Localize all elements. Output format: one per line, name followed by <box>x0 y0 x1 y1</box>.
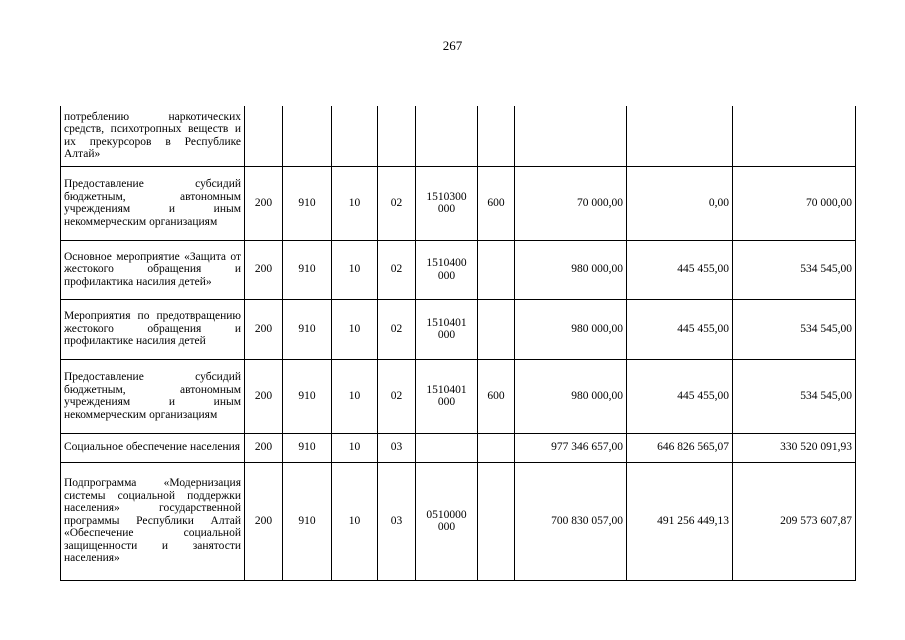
row-name: Социальное обеспечение населения <box>61 433 245 462</box>
row-subsection: 02 <box>378 166 416 240</box>
row-name: потреблению наркотических средств, психотропных веществ и их прекурсоров в Республике Алтай» <box>61 106 245 166</box>
row-code-1: 200 <box>245 462 283 580</box>
row-section: 10 <box>332 359 378 433</box>
row-amount-3: 534 545,00 <box>733 240 856 299</box>
row-amount-3: 209 573 607,87 <box>733 462 856 580</box>
row-subsection: 03 <box>378 433 416 462</box>
row-expense-type <box>478 106 515 166</box>
row-amount-2: 445 455,00 <box>627 359 733 433</box>
row-code-2: 910 <box>283 299 332 359</box>
row-section: 10 <box>332 299 378 359</box>
row-amount-1 <box>515 106 627 166</box>
row-name: Основное мероприятие «Защита от жестокого обращения и профилактика насилия детей» <box>61 240 245 299</box>
row-subsection <box>378 106 416 166</box>
row-expense-type <box>478 299 515 359</box>
row-code-1: 200 <box>245 299 283 359</box>
row-amount-2: 491 256 449,13 <box>627 462 733 580</box>
row-amount-2: 0,00 <box>627 166 733 240</box>
row-expense-type <box>478 433 515 462</box>
row-amount-3 <box>733 106 856 166</box>
row-expense-type: 600 <box>478 359 515 433</box>
table-row <box>61 106 856 166</box>
row-amount-3: 330 520 091,93 <box>733 433 856 462</box>
row-amount-3: 534 545,00 <box>733 359 856 433</box>
row-target-code: 1510400 000 <box>416 240 478 299</box>
row-subsection: 03 <box>378 462 416 580</box>
page-number: 267 <box>442 38 463 53</box>
row-target-code <box>416 106 478 166</box>
row-amount-1: 980 000,00 <box>515 359 627 433</box>
budget-table <box>60 106 856 581</box>
row-amount-3: 534 545,00 <box>733 299 856 359</box>
row-expense-type <box>478 462 515 580</box>
row-amount-1: 977 346 657,00 <box>515 433 627 462</box>
row-code-2: 910 <box>283 359 332 433</box>
table-body <box>61 106 856 580</box>
row-code-2 <box>283 106 332 166</box>
row-section <box>332 106 378 166</box>
row-amount-2: 445 455,00 <box>627 240 733 299</box>
row-code-1: 200 <box>245 433 283 462</box>
row-name: Предоставление субсидий бюджетным, автономным учреждениям и иным некоммерческим организациям <box>61 166 245 240</box>
row-code-1 <box>245 106 283 166</box>
row-code-2: 910 <box>283 433 332 462</box>
row-amount-2: 445 455,00 <box>627 299 733 359</box>
table-row <box>61 359 856 433</box>
row-section: 10 <box>332 462 378 580</box>
row-expense-type: 600 <box>478 166 515 240</box>
row-amount-2 <box>627 106 733 166</box>
row-target-code: 1510401 000 <box>416 359 478 433</box>
row-code-2: 910 <box>283 240 332 299</box>
row-target-code: 1510300 000 <box>416 166 478 240</box>
row-target-code <box>416 433 478 462</box>
row-code-2: 910 <box>283 462 332 580</box>
row-subsection: 02 <box>378 299 416 359</box>
row-code-1: 200 <box>245 359 283 433</box>
row-section: 10 <box>332 166 378 240</box>
row-expense-type <box>478 240 515 299</box>
row-code-2: 910 <box>283 166 332 240</box>
row-target-code: 1510401 000 <box>416 299 478 359</box>
row-name: Мероприятия по предотвращению жестокого обращения и профилактике насилия детей <box>61 299 245 359</box>
row-code-1: 200 <box>245 166 283 240</box>
table-row <box>61 240 856 299</box>
row-amount-2: 646 826 565,07 <box>627 433 733 462</box>
row-name: Предоставление субсидий бюджетным, автономным учреждениям и иным некоммерческим организациям <box>61 359 245 433</box>
row-code-1: 200 <box>245 240 283 299</box>
row-amount-1: 980 000,00 <box>515 299 627 359</box>
row-amount-1: 980 000,00 <box>515 240 627 299</box>
table-row <box>61 433 856 462</box>
table-row <box>61 462 856 580</box>
row-name: Подпрограмма «Модернизация системы социальной поддержки населения» государственной программы Республики Алтай «Обеспечение социальной защищенности и занятости населения» <box>61 462 245 580</box>
row-subsection: 02 <box>378 359 416 433</box>
table-row <box>61 166 856 240</box>
row-subsection: 02 <box>378 240 416 299</box>
row-section: 10 <box>332 240 378 299</box>
row-amount-1: 70 000,00 <box>515 166 627 240</box>
row-amount-1: 700 830 057,00 <box>515 462 627 580</box>
row-target-code: 0510000 000 <box>416 462 478 580</box>
row-amount-3: 70 000,00 <box>733 166 856 240</box>
row-section: 10 <box>332 433 378 462</box>
table-row <box>61 299 856 359</box>
